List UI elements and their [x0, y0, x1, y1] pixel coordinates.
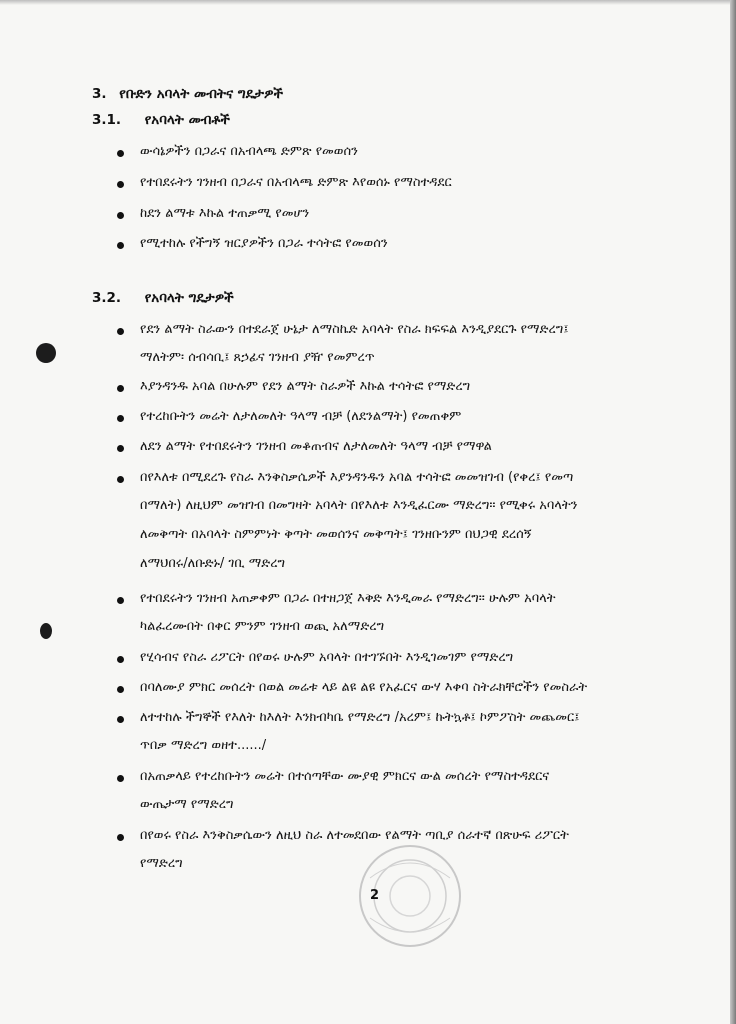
page-right-shadow	[730, 0, 736, 1024]
subsection-heading	[92, 290, 234, 306]
bullet-icon	[117, 686, 124, 693]
bullet-icon	[117, 476, 124, 483]
list-item-continuation: ውጤታማ የማድረግ	[140, 797, 234, 812]
subsection-number: 3.2.	[92, 290, 122, 306]
list-item: በባለሙያ ምክር መሰረት በወል መሬቱ ላይ ልዩ ልዩ የአፈርና ውሃ እቀባ ስትራክቸሮችን የመስራት	[140, 680, 588, 695]
list-item-continuation: ለማህበሩ/ለቡድኑ/ ገቢ ማድረግ	[140, 556, 286, 571]
bullet-icon	[117, 597, 124, 604]
list-item: የሚተከሉ የችግኝ ዝርያዎችን በጋራ ተሳትፎ የመወሰን	[140, 236, 388, 251]
bullet-icon	[117, 385, 124, 392]
page-number: 2	[370, 888, 380, 903]
punch-hole-mark	[40, 623, 52, 639]
bullet-icon	[117, 656, 124, 663]
section-number: 3.	[92, 86, 107, 102]
bullet-icon	[117, 242, 124, 249]
list-item: የተበደሩትን ገንዘብ በጋራና በአብላጫ ድምጽ እየወሰኑ የማስተዳደር	[140, 175, 452, 190]
bullet-icon	[117, 445, 124, 452]
list-item-continuation: የማድረግ	[140, 856, 183, 871]
bullet-icon	[117, 212, 124, 219]
list-item-continuation: ማለትም፡ ሰብሳቢ፤ ጸኃፊና ገንዘብ ያዥ የመምረጥ	[140, 350, 375, 365]
list-item: የተበደሩትን ገንዘብ አጠቃቀም በጋራ በተዘጋጀ እቅድ እንዲመራ የማድረግ። ሁሉም አባላት	[140, 591, 556, 606]
list-item: በየእለቱ በሚደረጉ የስራ እንቅስቃሴዎች እያንዳንዱን አባል ተሳትፎ መመዝገብ (የቀረ፤ የመጣ	[140, 470, 574, 485]
bullet-icon	[117, 181, 124, 188]
bullet-icon	[117, 150, 124, 157]
punch-hole-mark	[36, 343, 56, 363]
bullet-icon	[117, 415, 124, 422]
bullet-icon	[117, 775, 124, 782]
bullet-icon	[117, 716, 124, 723]
list-item: ከደን ልማቱ እኩል ተጠቃሚ የመሆን	[140, 206, 310, 221]
list-item: የሂሳብና የስራ ሪፖርት በየወሩ ሁሉም አባላት በተገኙበት እንዲገመገም የማድረግ	[140, 650, 514, 665]
list-item-continuation: ለመቅጣት በአባላት ስምምነት ቅጣት መወሰንና መቅጣት፤ ገንዘቡንም በህጋዊ ደረሰኝ	[140, 527, 532, 542]
page-top-shadow	[0, 0, 736, 5]
section-heading	[92, 86, 283, 102]
section-title: የቡድን አባላት መብትና ግዴታዎች	[119, 86, 284, 102]
official-stamp-icon	[340, 838, 470, 958]
list-item: እያንዳንዱ አባል በሁሉም የደን ልማት ስራዎች እኩል ተሳትፎ የማድረግ	[140, 379, 471, 394]
list-item: ውሳኔዎችን በጋራና በአብላጫ ድምጽ የመወሰን	[140, 144, 358, 159]
list-item-continuation: ካልፈረሙበት በቀር ምንም ገንዘብ ወጪ አለማድረግ	[140, 619, 385, 634]
list-item: በየወሩ የስራ እንቅስቃሴውን ለዚህ ስራ ለተመደበው የልማት ጣቢያ ሰራተኛ በጽሁፍ ሪፖርት	[140, 828, 569, 843]
subsection-title: የአባላት ግዴታዎች	[144, 290, 234, 306]
bullet-icon	[117, 328, 124, 335]
list-item-continuation: በማለት) ለዚህም መዝገብ በመግዛት አባላት በየእለቱ እንዲፈርሙ ማድረግ። የሚቀሩ አባላትን	[140, 498, 578, 513]
subsection-heading	[92, 112, 230, 128]
list-item: የደን ልማት ስራውን በተደራጀ ሁኔታ ለማስኬድ አባላት የስራ ክፍፍል እንዲያደርጉ የማድረግ፤	[140, 322, 569, 337]
subsection-title: የአባላት መብቶች	[144, 112, 230, 128]
subsection-number: 3.1.	[92, 112, 122, 128]
list-item: ለደን ልማት የተበደሩትን ገንዘብ መቆጠብና ለታለመለት ዓላማ ብቻ የማዋል	[140, 439, 492, 454]
list-item: ለተተከሉ ችግኞች የእለት ከእለት እንክብካቤ የማድረግ /አረም፤ ኩትኳቶ፤ ኮምፖስት መጨመር፤	[140, 710, 580, 725]
list-item: በአጠቃላይ የተረከቡትን መሬት በተሰጣቸው ሙያዊ ምክርና ውል መሰረት የማስተዳደርና	[140, 769, 550, 784]
list-item: የተረከቡትን መሬት ለታለመለት ዓላማ ብቻ (ለደንልማት) የመጠቀም	[140, 409, 462, 424]
list-item-continuation: ጥበቃ ማድረግ ወዘተ....../	[140, 738, 267, 753]
bullet-icon	[117, 834, 124, 841]
